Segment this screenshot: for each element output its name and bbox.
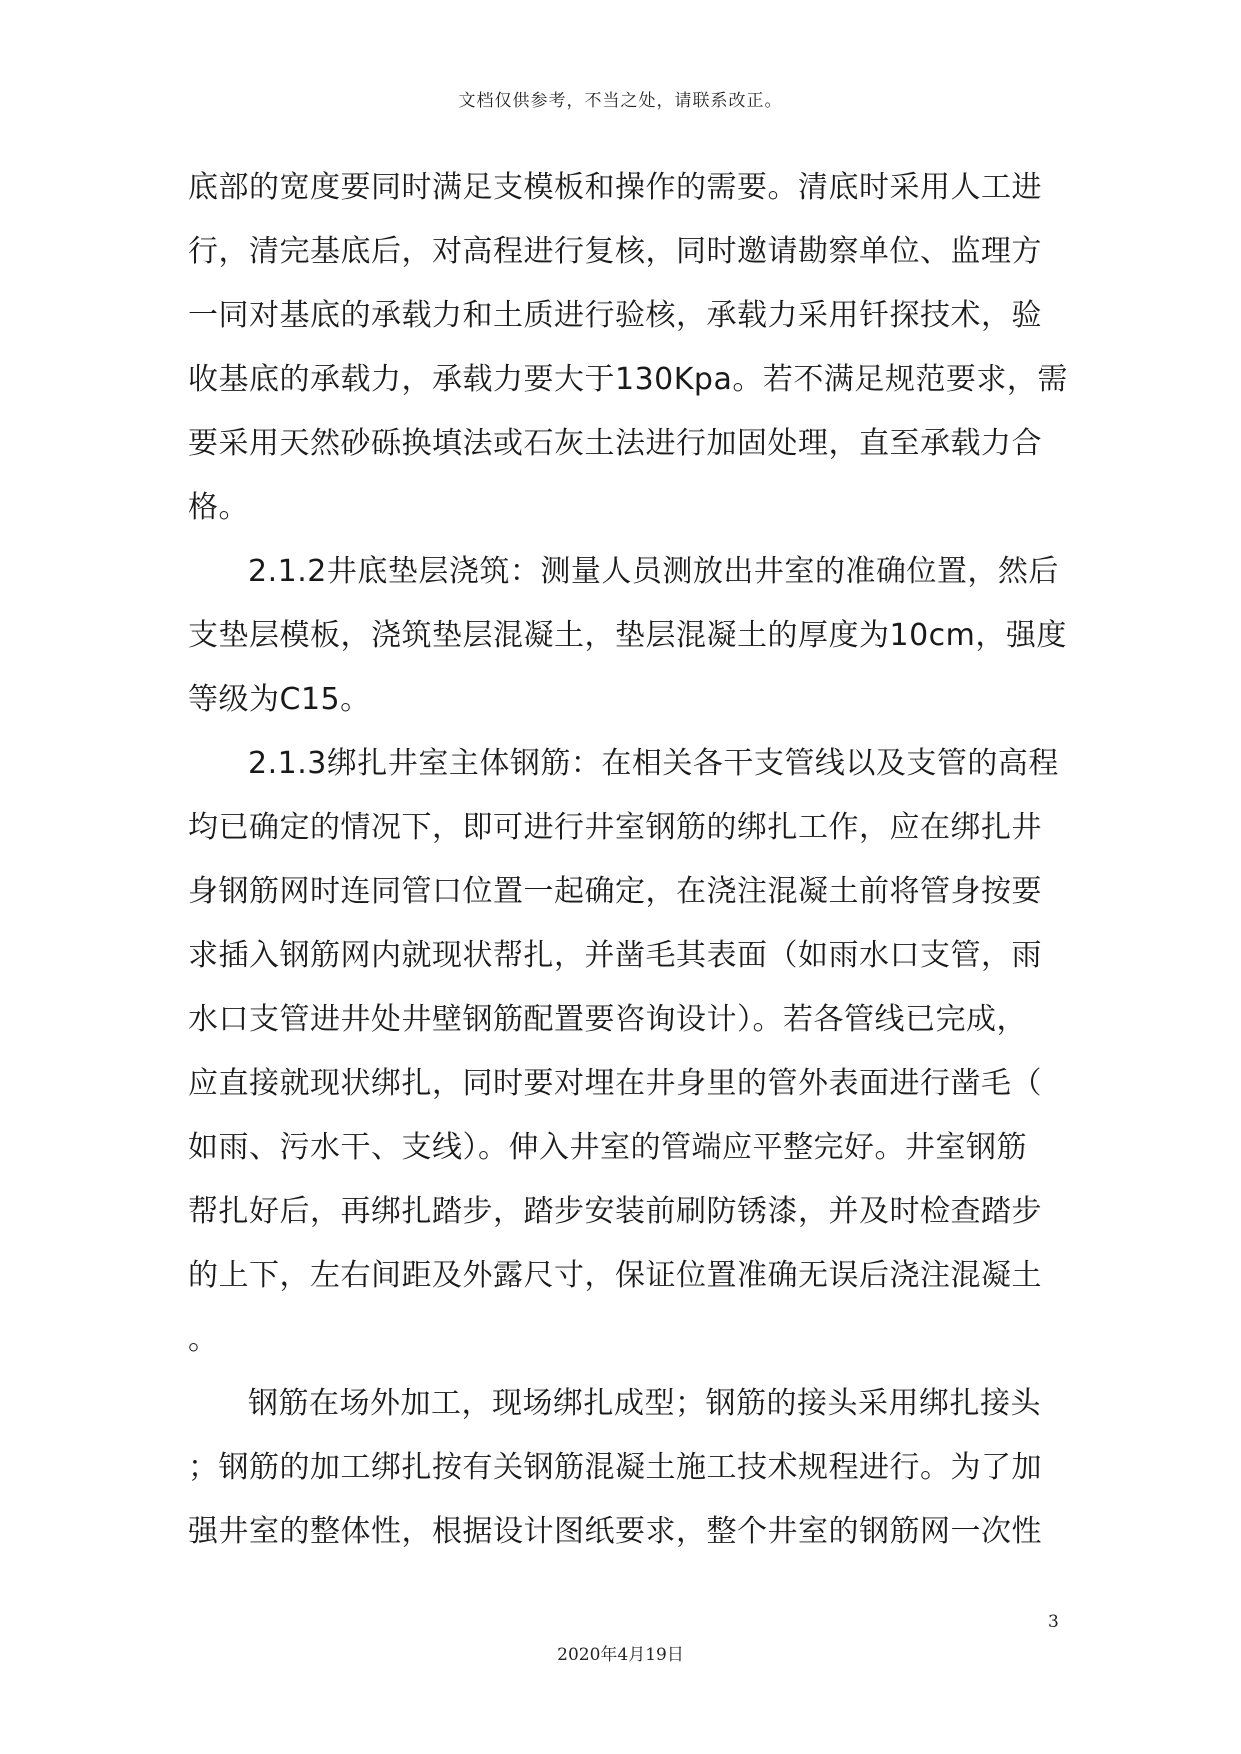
page-footer-date: 2020年4月19日 bbox=[557, 1645, 684, 1665]
text-line: 身钢筋网时连同管口位置一起确定，在浇注混凝土前将管身按要 bbox=[188, 874, 1042, 909]
text-line: 。 bbox=[188, 1322, 219, 1357]
text-line: 底部的宽度要同时满足支模板和操作的需要。清底时采用人工进 bbox=[188, 170, 1042, 205]
text-line: 要采用天然砂砾换填法或石灰土法进行加固处理，直至承载力合 bbox=[188, 426, 1042, 461]
text-line: ；钢筋的加工绑扎按有关钢筋混凝土施工技术规程进行。为了加 bbox=[188, 1450, 1042, 1485]
text-line: 2.1.2井底垫层浇筑：测量人员测放出井室的准确位置，然后 bbox=[248, 554, 1059, 589]
text-line: 均已确定的情况下，即可进行井室钢筋的绑扎工作，应在绑扎井 bbox=[188, 810, 1042, 845]
text-line: 应直接就现状绑扎，同时要对埋在井身里的管外表面进行凿毛（ bbox=[188, 1066, 1042, 1101]
text-line: 帮扎好后，再绑扎踏步，踏步安装前刷防锈漆，并及时检查踏步 bbox=[188, 1194, 1042, 1229]
text-line: 强井室的整体性，根据设计图纸要求，整个井室的钢筋网一次性 bbox=[188, 1514, 1042, 1549]
text-line: 如雨、污水干、支线）。伸入井室的管端应平整完好。井室钢筋 bbox=[188, 1130, 1027, 1165]
page-header: 文档仅供参考，不当之处，请联系改正。 bbox=[458, 91, 783, 111]
page-number: 3 bbox=[1048, 1612, 1059, 1632]
text-line: 的上下，左右间距及外露尺寸，保证位置准确无误后浇注混凝土 bbox=[188, 1258, 1042, 1293]
text-line: 一同对基底的承载力和土质进行验核，承载力采用钎探技术，验 bbox=[188, 298, 1042, 333]
text-line: 2.1.3绑扎井室主体钢筋：在相关各干支管线以及支管的高程 bbox=[248, 746, 1059, 781]
text-line: 等级为C15。 bbox=[188, 682, 371, 717]
text-line: 格。 bbox=[188, 490, 249, 525]
text-line: 求插入钢筋网内就现状帮扎，并凿毛其表面（如雨水口支管，雨 bbox=[188, 938, 1042, 973]
text-line: 行，清完基底后，对高程进行复核，同时邀请勘察单位、监理方 bbox=[188, 234, 1042, 269]
body-text bbox=[188, 156, 1068, 1564]
text-line: 水口支管进井处井壁钢筋配置要咨询设计）。若各管线已完成， bbox=[188, 1002, 1027, 1037]
text-line: 收基底的承载力，承载力要大于130Kpa。若不满足规范要求，需 bbox=[188, 362, 1068, 397]
text-line: 支垫层模板，浇筑垫层混凝土，垫层混凝土的厚度为10cm，强度 bbox=[188, 618, 1067, 653]
text-line: 钢筋在场外加工，现场绑扎成型；钢筋的接头采用绑扎接头 bbox=[248, 1386, 1041, 1421]
